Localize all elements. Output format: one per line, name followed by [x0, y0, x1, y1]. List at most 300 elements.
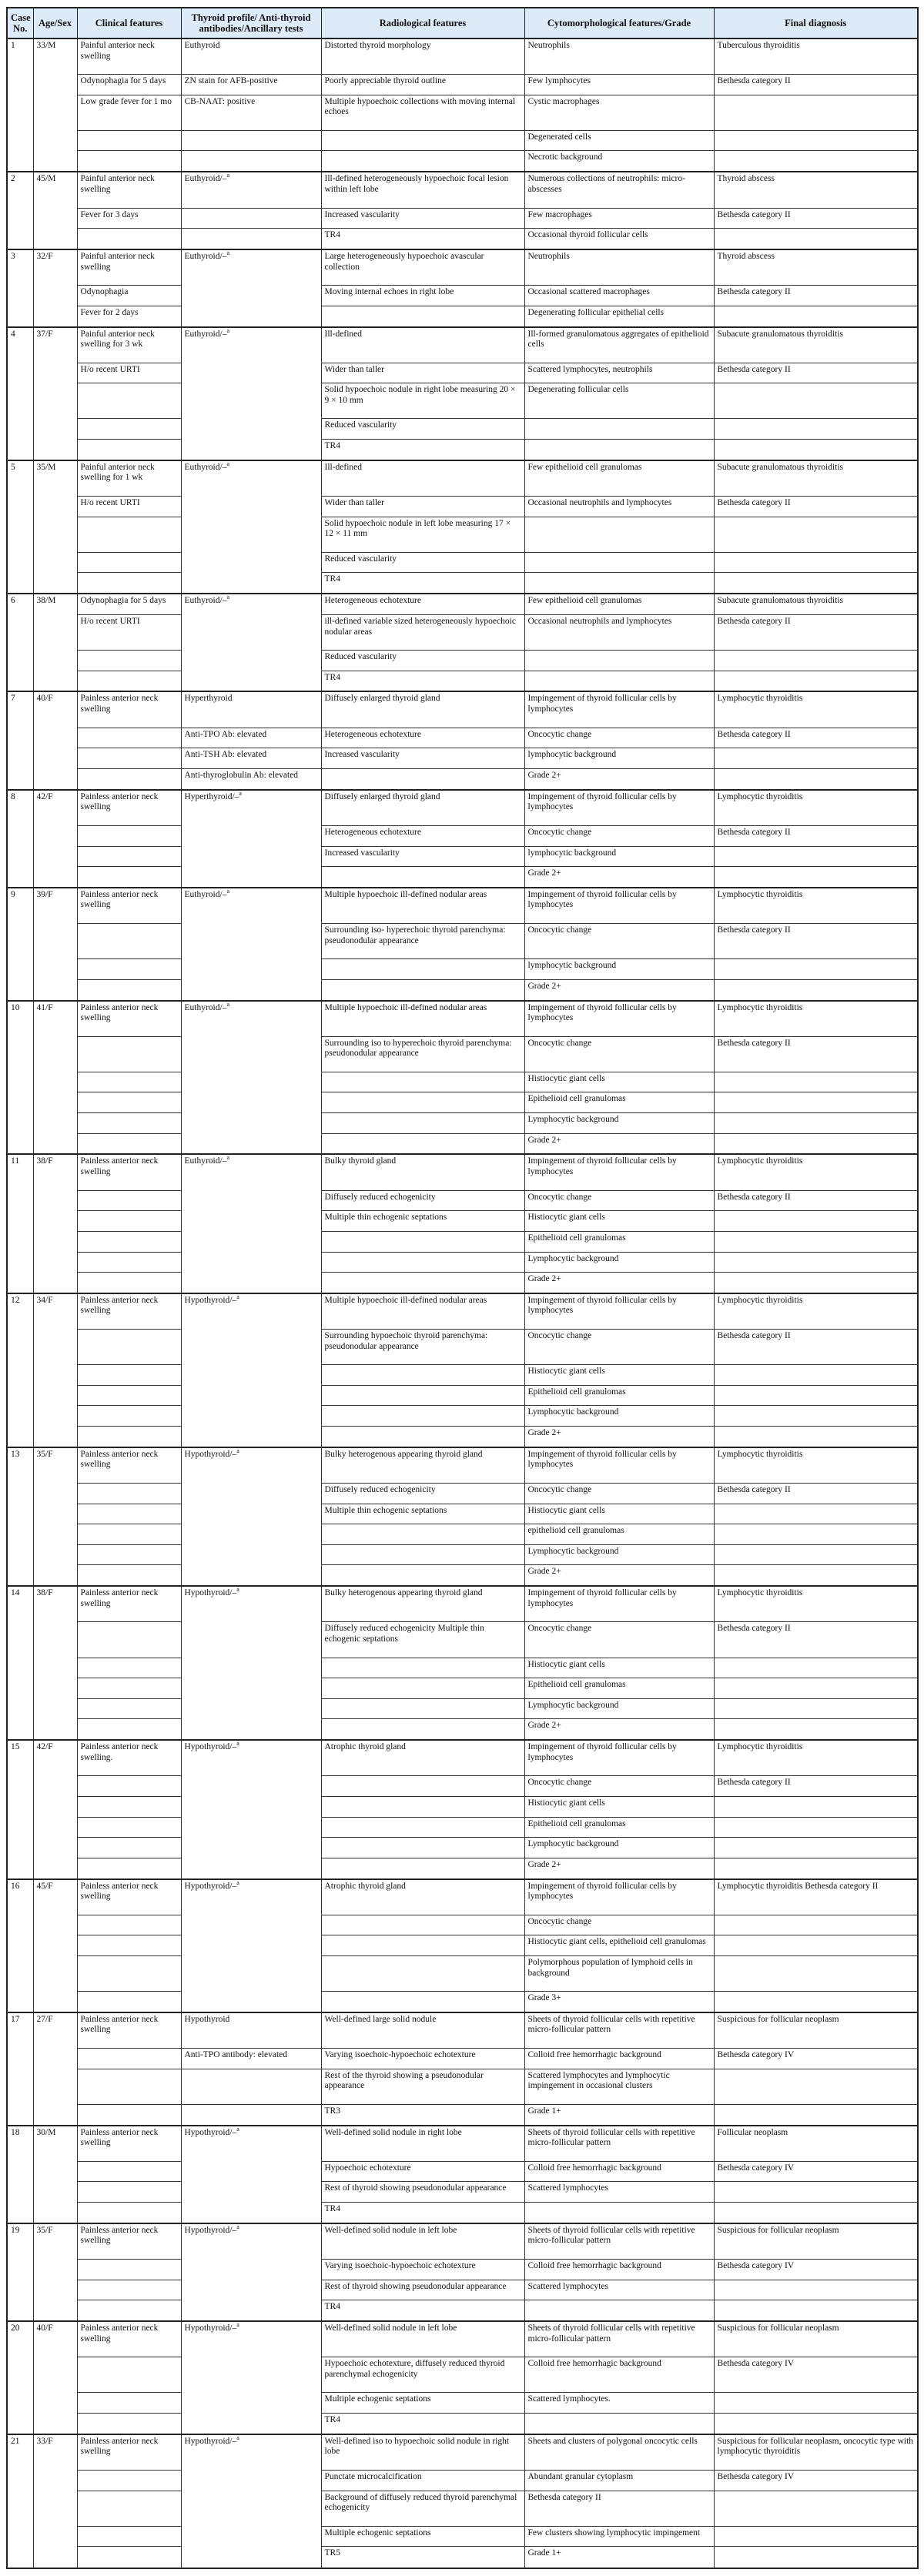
final-diagnosis-cell: Lymphocytic thyroiditis — [714, 888, 918, 924]
final-diagnosis-cell — [714, 1406, 918, 1427]
radiological-feature-cell — [321, 130, 524, 151]
table-row — [7, 1231, 918, 1252]
cytomorphology-cell — [524, 671, 714, 691]
clinical-feature-cell — [77, 1252, 181, 1273]
table-row — [7, 1190, 918, 1211]
clinical-feature-cell — [77, 1231, 181, 1252]
thyroid-profile-cell: ZN stain for AFB-positive — [181, 75, 321, 95]
clinical-feature-cell — [77, 1776, 181, 1797]
radiological-feature-cell: Bulky heterogenous appearing thyroid gland — [321, 1447, 524, 1484]
clinical-feature-cell — [77, 1678, 181, 1699]
clinical-feature-cell — [77, 440, 181, 460]
clinical-feature-cell — [77, 1365, 181, 1386]
table-row — [7, 1036, 918, 1072]
clinical-feature-cell — [77, 2300, 181, 2321]
clinical-feature-cell — [77, 1544, 181, 1565]
case-number: 6 — [7, 594, 33, 691]
final-diagnosis-cell — [714, 2413, 918, 2434]
table-row — [7, 383, 918, 419]
cytomorphology-cell: Scattered lymphocytes. — [524, 2393, 714, 2414]
final-diagnosis-cell — [714, 1385, 918, 1406]
final-diagnosis-cell: Bethesda category II — [714, 208, 918, 229]
final-diagnosis-cell — [714, 573, 918, 594]
radiological-feature-cell: TR4 — [321, 2202, 524, 2223]
final-diagnosis-cell: Lymphocytic thyroiditis — [714, 1293, 918, 1330]
final-diagnosis-cell: Bethesda category IV — [714, 2470, 918, 2491]
final-diagnosis-cell — [714, 517, 918, 552]
thyroid-profile-cell — [181, 208, 321, 229]
cytomorphology-cell: Occasional scattered macrophages — [524, 286, 714, 306]
cytomorphology-cell: Degenerating follicular cells — [524, 383, 714, 419]
final-diagnosis-cell — [714, 2393, 918, 2414]
table-row — [7, 1838, 918, 1858]
radiological-feature-cell: Multiple hypoechoic ill-defined nodular areas — [321, 1293, 524, 1330]
radiological-feature-cell — [321, 979, 524, 1000]
cytomorphology-cell: Oncocytic change — [524, 825, 714, 846]
cytomorphology-cell: Sheets of thyroid follicular cells with repetitive micro-follicular pattern — [524, 2012, 714, 2049]
cytomorphology-cell: Sheets of thyroid follicular cells with repetitive micro-follicular pattern — [524, 2126, 714, 2162]
radiological-feature-cell: Surrounding iso to hyperechoic thyroid parenchyma: pseudonodular appearance — [321, 1036, 524, 1072]
radiological-feature-cell — [321, 1992, 524, 2012]
clinical-feature-cell: Fever for 2 days — [77, 306, 181, 326]
table-row — [7, 1915, 918, 1935]
final-diagnosis-cell: Bethesda category II — [714, 286, 918, 306]
radiological-feature-cell: Hypoechoic echotexture, diffusely reduced thyroid parenchymal echogenicity — [321, 2357, 524, 2393]
table-row — [7, 2413, 918, 2434]
radiological-feature-cell: Reduced vascularity — [321, 552, 524, 573]
radiological-feature-cell — [321, 1817, 524, 1838]
thyroid-profile-cell: Anti-TPO Ab: elevated — [181, 728, 321, 748]
final-diagnosis-cell — [714, 1231, 918, 1252]
radiological-feature-cell — [321, 768, 524, 789]
cytomorphology-cell: Lymphocytic background — [524, 1252, 714, 1273]
table-row — [7, 790, 918, 826]
clinical-feature-cell — [77, 1273, 181, 1293]
final-diagnosis-cell: Suspicious for follicular neoplasm — [714, 2321, 918, 2357]
age-sex: 42/F — [33, 790, 77, 888]
radiological-feature-cell: Multiple thin echogenic septations — [321, 1211, 524, 1232]
cytomorphology-cell: Colloid free hemorrhagic background — [524, 2161, 714, 2182]
case-number: 15 — [7, 1740, 33, 1878]
radiological-feature-cell — [321, 1092, 524, 1113]
final-diagnosis-cell — [714, 2182, 918, 2203]
table-row — [7, 2434, 918, 2471]
final-diagnosis-cell: Lymphocytic thyroiditis — [714, 790, 918, 826]
table-header — [7, 8, 918, 38]
table-row — [7, 2161, 918, 2182]
table-row — [7, 2470, 918, 2491]
radiological-feature-cell: Rest of the thyroid showing a pseudonodular appearance — [321, 2069, 524, 2104]
case-number: 16 — [7, 1879, 33, 2012]
thyroid-profile-cell: Hypothyroid/–$^a$ — [181, 2434, 321, 2568]
clinical-feature-cell: Painful anterior neck swelling — [77, 249, 181, 286]
cytomorphology-cell: Colloid free hemorrhagic background — [524, 2357, 714, 2393]
cytomorphology-cell: lymphocytic background — [524, 748, 714, 769]
clinical-feature-cell: Painless anterior neck swelling — [77, 2012, 181, 2049]
header-age-sex: Age/Sex — [33, 8, 77, 38]
clinical-feature-cell — [77, 2491, 181, 2526]
cytomorphology-cell: Polymorphous population of lymphoid cells in background — [524, 1955, 714, 1991]
cytomorphology-cell: Scattered lymphocytes, neutrophils — [524, 363, 714, 383]
clinical-feature-cell: Painless anterior neck swelling — [77, 1154, 181, 1190]
age-sex: 39/F — [33, 888, 77, 1001]
radiological-feature-cell: TR4 — [321, 573, 524, 594]
final-diagnosis-cell — [714, 1992, 918, 2012]
cytomorphology-cell: Grade 1+ — [524, 2104, 714, 2125]
cytomorphology-cell: Sheets of thyroid follicular cells with repetitive micro-follicular pattern — [524, 2223, 714, 2260]
table-row — [7, 728, 918, 748]
clinical-feature-cell — [77, 2357, 181, 2393]
final-diagnosis-cell: Follicular neoplasm — [714, 2126, 918, 2162]
radiological-feature-cell: Heterogeneous echotexture — [321, 728, 524, 748]
clinical-feature-cell — [77, 846, 181, 867]
table-row — [7, 924, 918, 959]
final-diagnosis-cell: Bethesda category IV — [714, 2260, 918, 2280]
case-number: 1 — [7, 38, 33, 172]
cytomorphology-cell: Colloid free hemorrhagic background — [524, 2049, 714, 2069]
final-diagnosis-cell — [714, 979, 918, 1000]
clinical-feature-cell — [77, 2202, 181, 2223]
clinical-feature-cell: Painless anterior neck swelling — [77, 790, 181, 826]
table-row — [7, 1154, 918, 1190]
age-sex: 33/F — [33, 2434, 77, 2568]
radiological-feature-cell: Well-defined solid nodule in left lobe — [321, 2223, 524, 2260]
radiological-feature-cell: Multiple hypoechoic ill-defined nodular areas — [321, 888, 524, 924]
clinical-feature-cell — [77, 1955, 181, 1991]
final-diagnosis-cell: Bethesda category II — [714, 1622, 918, 1658]
cytomorphology-cell: Lymphocytic background — [524, 1698, 714, 1719]
final-diagnosis-cell — [714, 1658, 918, 1678]
final-diagnosis-cell: Bethesda category II — [714, 924, 918, 959]
radiological-feature-cell: Multiple hypoechoic ill-defined nodular areas — [321, 1001, 524, 1037]
clinical-feature-cell: H/o recent URTI — [77, 363, 181, 383]
table-row — [7, 2393, 918, 2414]
header-cytomorphological-features: Cytomorphological features/Grade — [524, 8, 714, 38]
table-row — [7, 229, 918, 249]
clinical-feature-cell — [77, 1072, 181, 1092]
radiological-feature-cell: Multiple echogenic septations — [321, 2526, 524, 2547]
table-row — [7, 1992, 918, 2012]
cytomorphology-cell: Histiocytic giant cells — [524, 1504, 714, 1524]
radiological-feature-cell: Well-defined iso to hypoechoic solid nodule in right lobe — [321, 2434, 524, 2471]
radiological-feature-cell: Well-defined solid nodule in right lobe — [321, 2126, 524, 2162]
cytomorphology-cell: Oncocytic change — [524, 924, 714, 959]
final-diagnosis-cell — [714, 1719, 918, 1740]
cytomorphology-cell — [524, 517, 714, 552]
radiological-feature-cell: Diffusely enlarged thyroid gland — [321, 790, 524, 826]
final-diagnosis-cell — [714, 1796, 918, 1817]
final-diagnosis-cell: Bethesda category II — [714, 75, 918, 95]
table-row — [7, 1879, 918, 1915]
case-number: 5 — [7, 460, 33, 594]
clinical-feature-cell: Painless anterior neck swelling — [77, 691, 181, 728]
radiological-feature-cell: Varying isoechoic-hypoechoic echotexture — [321, 2049, 524, 2069]
final-diagnosis-cell — [714, 95, 918, 130]
table-row — [7, 691, 918, 728]
radiological-feature-cell — [321, 1698, 524, 1719]
cytomorphology-cell: Grade 3+ — [524, 1992, 714, 2012]
clinical-feature-cell — [77, 825, 181, 846]
radiological-feature-cell: Rest of thyroid showing pseudonodular appearance — [321, 2280, 524, 2300]
cytomorphology-cell: Grade 2+ — [524, 1133, 714, 1154]
age-sex: 45/M — [33, 172, 77, 249]
cytomorphology-cell: Impingement of thyroid follicular cells by lymphocytes — [524, 1154, 714, 1190]
table-row — [7, 1273, 918, 1293]
thyroid-profile-cell: Hypothyroid — [181, 2012, 321, 2049]
radiological-feature-cell — [321, 1858, 524, 1878]
clinical-feature-cell — [77, 2547, 181, 2568]
clinical-feature-cell — [77, 130, 181, 151]
table-row — [7, 1092, 918, 1113]
clinical-feature-cell — [77, 573, 181, 594]
age-sex: 33/M — [33, 38, 77, 172]
cytomorphology-cell: Impingement of thyroid follicular cells by lymphocytes — [524, 1293, 714, 1330]
table-row — [7, 95, 918, 130]
cytomorphology-cell: Histiocytic giant cells — [524, 1365, 714, 1386]
clinical-feature-cell — [77, 979, 181, 1000]
radiological-feature-cell: Wider than taller — [321, 363, 524, 383]
table-row — [7, 573, 918, 594]
table-row — [7, 1330, 918, 1365]
radiological-feature-cell: Bulky thyroid gland — [321, 1154, 524, 1190]
clinical-feature-cell — [77, 1484, 181, 1504]
cytomorphology-cell: Occasional thyroid follicular cells — [524, 229, 714, 249]
cytomorphology-cell — [524, 2413, 714, 2434]
cytomorphology-cell: Bethesda category II — [524, 2491, 714, 2526]
cytomorphology-cell: Histiocytic giant cells — [524, 1796, 714, 1817]
radiological-feature-cell: Surrounding iso- hyperechoic thyroid parenchyma: pseudonodular appearance — [321, 924, 524, 959]
cytomorphology-cell: Oncocytic change — [524, 1622, 714, 1658]
final-diagnosis-cell — [714, 1935, 918, 1956]
final-diagnosis-cell: Bethesda category IV — [714, 2357, 918, 2393]
table-row — [7, 172, 918, 208]
cytomorphology-cell: Impingement of thyroid follicular cells by lymphocytes — [524, 1447, 714, 1484]
cytomorphology-cell — [524, 651, 714, 671]
table-row — [7, 825, 918, 846]
cytomorphology-cell: Occasional neutrophils and lymphocytes — [524, 497, 714, 517]
cytomorphology-cell: lymphocytic background — [524, 959, 714, 980]
clinical-feature-cell — [77, 151, 181, 172]
clinical-feature-cell — [77, 1113, 181, 1134]
radiological-feature-cell: TR4 — [321, 440, 524, 460]
table-row — [7, 1658, 918, 1678]
table-row — [7, 1817, 918, 1838]
cytomorphology-cell: Oncocytic change — [524, 1190, 714, 1211]
table-row — [7, 286, 918, 306]
cytomorphology-cell: Epithelioid cell granulomas — [524, 1092, 714, 1113]
clinical-feature-cell — [77, 1036, 181, 1072]
table-row — [7, 2202, 918, 2223]
cytomorphology-cell: Grade 2+ — [524, 979, 714, 1000]
table-row — [7, 1484, 918, 1504]
radiological-feature-cell: Multiple hypoechoic collections with moving internal echoes — [321, 95, 524, 130]
cytomorphology-cell: Oncocytic change — [524, 1330, 714, 1365]
radiological-feature-cell — [321, 959, 524, 980]
cytomorphology-cell: Neutrophils — [524, 249, 714, 286]
age-sex: 37/F — [33, 327, 77, 460]
final-diagnosis-cell: Thyroid abscess — [714, 249, 918, 286]
final-diagnosis-cell — [714, 552, 918, 573]
cytomorphology-cell: Epithelioid cell granulomas — [524, 1817, 714, 1838]
final-diagnosis-cell — [714, 1252, 918, 1273]
final-diagnosis-cell: Bethesda category II — [714, 1776, 918, 1797]
radiological-feature-cell: Bulky heterogenous appearing thyroid gland — [321, 1586, 524, 1622]
clinical-feature-cell — [77, 1935, 181, 1956]
radiological-feature-cell — [321, 1406, 524, 1427]
clinical-feature-cell — [77, 1817, 181, 1838]
final-diagnosis-cell — [714, 229, 918, 249]
cytomorphology-cell: Impingement of thyroid follicular cells by lymphocytes — [524, 888, 714, 924]
clinical-feature-cell: Fever for 3 days — [77, 208, 181, 229]
cytomorphology-cell: Grade 2+ — [524, 1426, 714, 1447]
case-number: 10 — [7, 1001, 33, 1155]
final-diagnosis-cell — [714, 1838, 918, 1858]
thyroid-profile-cell: Hypothyroid/–$^a$ — [181, 2126, 321, 2223]
cytomorphology-cell: Abundant granular cytoplasm — [524, 2470, 714, 2491]
radiological-feature-cell: Solid hypoechoic nodule in right lobe measuring 20 × 9 × 10 mm — [321, 383, 524, 419]
final-diagnosis-cell — [714, 867, 918, 888]
table-row — [7, 2357, 918, 2393]
clinical-feature-cell: Painless anterior neck swelling — [77, 1447, 181, 1484]
table-row — [7, 2526, 918, 2547]
final-diagnosis-cell — [714, 846, 918, 867]
final-diagnosis-cell: Bethesda category II — [714, 1484, 918, 1504]
clinical-feature-cell — [77, 1426, 181, 1447]
cytomorphology-cell: Impingement of thyroid follicular cells by lymphocytes — [524, 790, 714, 826]
table-row — [7, 1211, 918, 1232]
clinical-feature-cell — [77, 671, 181, 691]
age-sex: 30/M — [33, 2126, 77, 2223]
final-diagnosis-cell — [714, 151, 918, 172]
header-row — [7, 8, 918, 38]
table-row — [7, 1072, 918, 1092]
clinical-feature-cell — [77, 2526, 181, 2547]
final-diagnosis-cell: Lymphocytic thyroiditis — [714, 1154, 918, 1190]
clinical-feature-cell: Painless anterior neck swelling — [77, 888, 181, 924]
table-row — [7, 2104, 918, 2125]
thyroid-profile-cell: Euthyroid/–$^a$ — [181, 460, 321, 594]
cytomorphology-cell: Ill-formed granulomatous aggregates of epithelioid cells — [524, 327, 714, 363]
age-sex: 34/F — [33, 1293, 77, 1447]
radiological-feature-cell: Ill-defined heterogeneously hypoechoic focal lesion within left lobe — [321, 172, 524, 208]
clinical-feature-cell: Painful anterior neck swelling for 3 wk — [77, 327, 181, 363]
thyroid-profile-cell: Euthyroid/–$^a$ — [181, 594, 321, 691]
cytomorphology-cell: Impingement of thyroid follicular cells by lymphocytes — [524, 691, 714, 728]
thyroid-profile-cell: Euthyroid/–$^a$ — [181, 888, 321, 1001]
final-diagnosis-cell — [714, 1858, 918, 1878]
clinical-feature-cell — [77, 1796, 181, 1817]
table-row — [7, 1406, 918, 1427]
radiological-feature-cell: Varying isoechoic-hypoechoic echotexture — [321, 2260, 524, 2280]
table-row — [7, 846, 918, 867]
clinical-feature-cell — [77, 1915, 181, 1935]
final-diagnosis-cell: Bethesda category II — [714, 1190, 918, 1211]
clinical-feature-cell — [77, 1406, 181, 1427]
cytomorphology-cell: Impingement of thyroid follicular cells by lymphocytes — [524, 1001, 714, 1037]
case-number: 18 — [7, 2126, 33, 2223]
radiological-feature-cell: Large heterogeneously hypoechoic avascular collection — [321, 249, 524, 286]
table-row — [7, 671, 918, 691]
clinical-feature-cell: Painful anterior neck swelling — [77, 172, 181, 208]
cytomorphology-cell: Scattered lymphocytes and lymphocytic impingement in occasional clusters — [524, 2069, 714, 2104]
case-number: 13 — [7, 1447, 33, 1586]
table-row — [7, 1133, 918, 1154]
radiological-feature-cell: Increased vascularity — [321, 748, 524, 769]
final-diagnosis-cell: Bethesda category II — [714, 1330, 918, 1365]
age-sex: 38/F — [33, 1154, 77, 1293]
radiological-feature-cell: Ill-defined — [321, 460, 524, 497]
table-row — [7, 2182, 918, 2203]
radiological-feature-cell: Surrounding hypoechoic thyroid parenchyma: pseudonodular appearance — [321, 1330, 524, 1365]
table-row — [7, 2321, 918, 2357]
table-row — [7, 1740, 918, 1776]
cytomorphology-cell: Epithelioid cell granulomas — [524, 1231, 714, 1252]
clinical-feature-cell — [77, 1092, 181, 1113]
final-diagnosis-cell — [714, 1565, 918, 1586]
table-row — [7, 440, 918, 460]
table-row — [7, 2069, 918, 2104]
cytomorphology-cell — [524, 2300, 714, 2321]
table-row — [7, 1365, 918, 1386]
header-radiological-features: Radiological features — [321, 8, 524, 38]
thyroid-profile-cell — [181, 130, 321, 151]
clinical-feature-cell — [77, 1622, 181, 1658]
clinical-feature-cell: Painless anterior neck swelling — [77, 2434, 181, 2471]
cytomorphology-cell: Grade 2+ — [524, 768, 714, 789]
table-row — [7, 1524, 918, 1545]
radiological-feature-cell: TR4 — [321, 671, 524, 691]
final-diagnosis-cell — [714, 1365, 918, 1386]
table-row — [7, 419, 918, 440]
final-diagnosis-cell: Lymphocytic thyroiditis — [714, 1001, 918, 1037]
final-diagnosis-cell: Suspicious for follicular neoplasm — [714, 2012, 918, 2049]
clinical-feature-cell — [77, 651, 181, 671]
cytomorphology-cell: Neutrophils — [524, 38, 714, 75]
clinical-feature-cell — [77, 2393, 181, 2414]
clinical-feature-cell — [77, 768, 181, 789]
radiological-feature-cell: Multiple thin echogenic septations — [321, 1504, 524, 1524]
radiological-feature-cell — [321, 1252, 524, 1273]
case-number: 8 — [7, 790, 33, 888]
thyroid-profile-cell: Euthyroid — [181, 38, 321, 75]
radiological-feature-cell — [321, 1113, 524, 1134]
final-diagnosis-cell: Bethesda category II — [714, 1036, 918, 1072]
radiological-feature-cell: Heterogeneous echotexture — [321, 594, 524, 614]
radiological-feature-cell: Increased vascularity — [321, 846, 524, 867]
table-row — [7, 497, 918, 517]
table-row — [7, 151, 918, 172]
cytomorphology-cell: Oncocytic change — [524, 728, 714, 748]
final-diagnosis-cell: Bethesda category IV — [714, 2049, 918, 2069]
final-diagnosis-cell — [714, 1698, 918, 1719]
thyroid-profile-cell: Anti-TPO antibody: elevated — [181, 2049, 321, 2069]
radiological-feature-cell: Well-defined solid nodule in left lobe — [321, 2321, 524, 2357]
thyroid-profile-cell: Euthyroid/–$^a$ — [181, 249, 321, 327]
final-diagnosis-cell: Suspicious for follicular neoplasm, oncocytic type with lymphocytic thyroiditis — [714, 2434, 918, 2471]
cytomorphology-cell: Degenerating follicular epithelial cells — [524, 306, 714, 326]
radiological-feature-cell: Background of diffusely reduced thyroid parenchymal echogenicity — [321, 2491, 524, 2526]
clinical-feature-cell — [77, 419, 181, 440]
clinical-feature-cell: Odynophagia for 5 days — [77, 594, 181, 614]
table-row — [7, 888, 918, 924]
table-row — [7, 1678, 918, 1699]
final-diagnosis-cell — [714, 2300, 918, 2321]
final-diagnosis-cell — [714, 1678, 918, 1699]
final-diagnosis-cell — [714, 2280, 918, 2300]
clinical-feature-cell — [77, 2069, 181, 2104]
final-diagnosis-cell — [714, 2491, 918, 2526]
thyroid-profile-cell: Euthyroid/–$^a$ — [181, 172, 321, 208]
